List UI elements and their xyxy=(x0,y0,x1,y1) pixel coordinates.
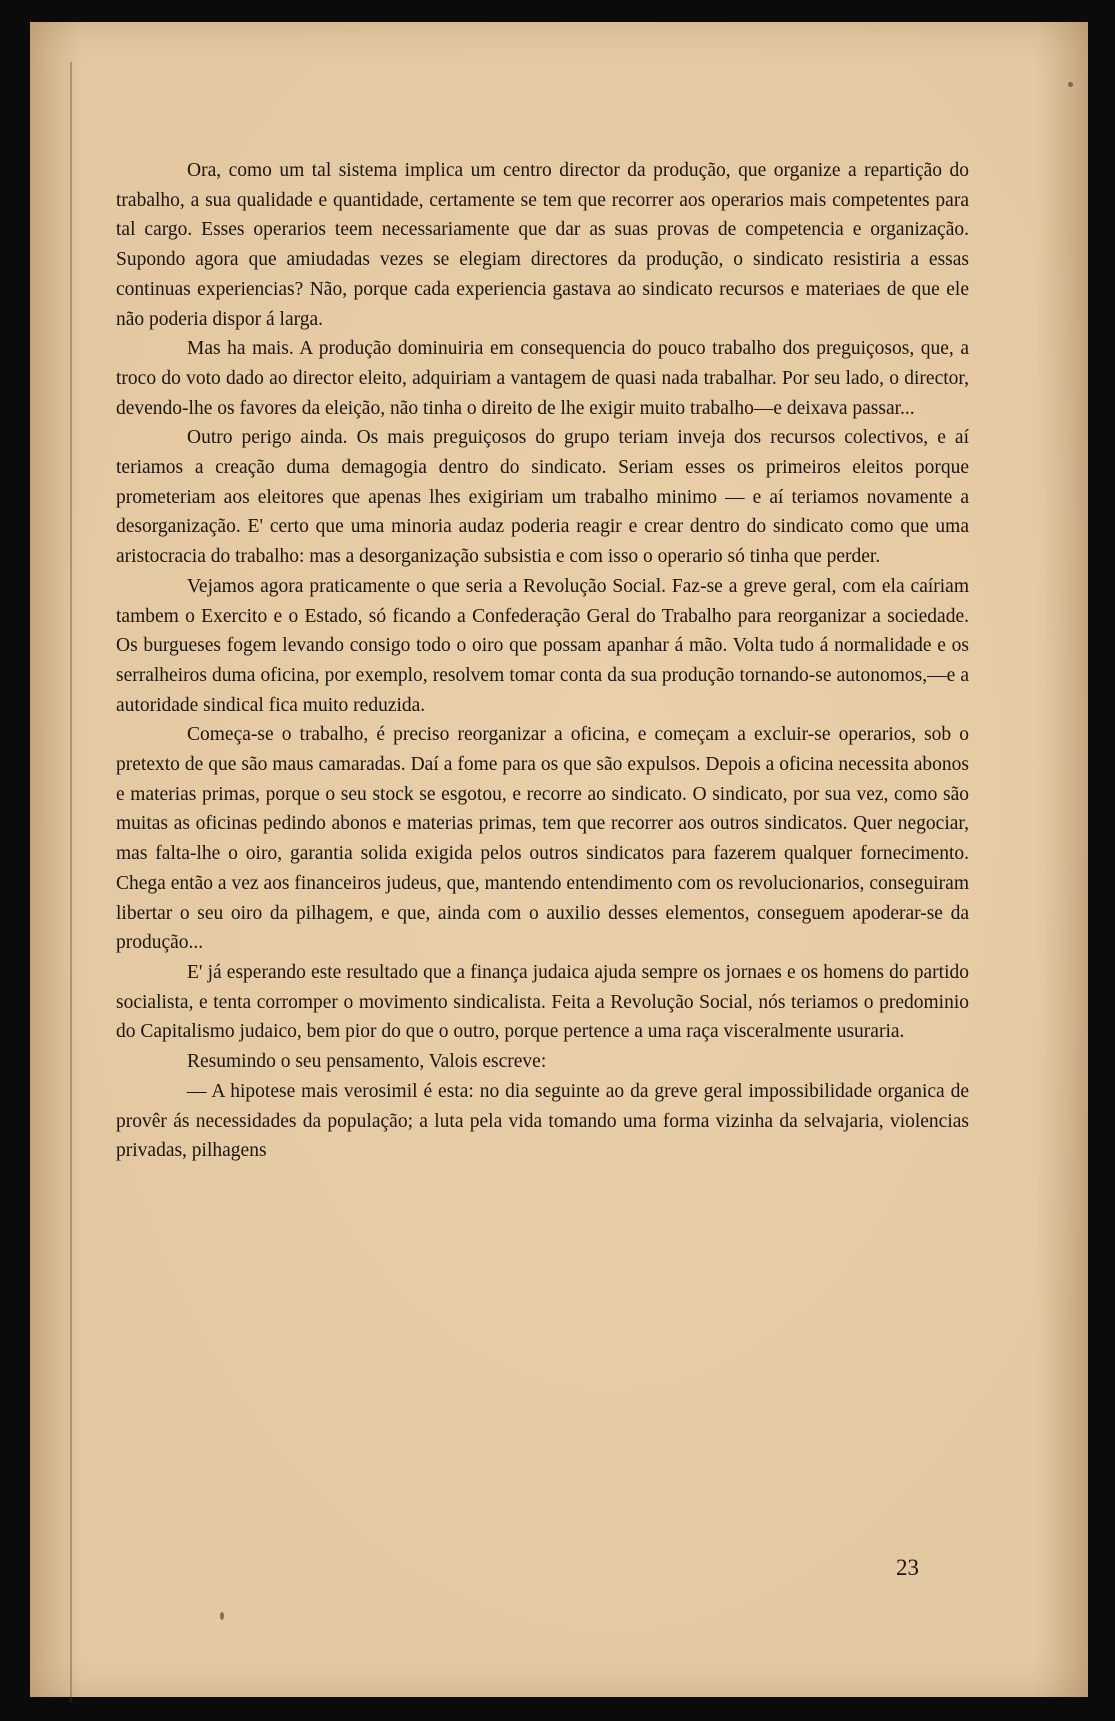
paragraph: Ora, como um tal sistema implica um centro director da produção, que organize a repartição do trabalho, a sua qualidade e quantidade, certamente se tem que recorrer aos operarios mais competentes para tal cargo. Esses operarios teem necessariamente que dar as suas provas de competencia e organização. Supondo agora que amiudadas vezes se elegiam directores da produção, o sindicato resistiria a essas continuas experiencias? Não, porque cada experiencia gastava ao sindicato recursos e materiaes de que ele não poderia dispor á larga. xyxy=(116,160,969,330)
page-number: 23 xyxy=(896,1555,919,1580)
paragraph: Resumindo o seu pensamento, Valois escreve: xyxy=(187,1051,547,1073)
paragraph: Vejamos agora praticamente o que seria a Revolução Social. Faz-se a greve geral, com ela caíriam tambem o Exercito e o Estado, só ficando a Confederação Geral do Trabalho para reorganizar a sociedade. Os burgueses fogem levando consigo todo o oiro que possam apanhar á mão. Volta tudo á normalidade e os serralheiros duma oficina, por exemplo, resolvem tomar conta da sua produção tornando-se autonomos,—e a autoridade sindical fica muito reduzida. xyxy=(116,575,969,716)
paragraph: Começa-se o trabalho, é preciso reorganizar a oficina, e começam a excluir-se operarios, sob o pretexto de que são maus camaradas. Daí a fome para os que são expulsos. Depois a oficina necessita abonos e materias primas, porque o seu stock se esgotou, e recorre ao sindicato. O sindicato, por sua vez, como são muitas as oficinas pedindo abonos e materias primas, tem que recorrer aos outros sindicatos. Quer negociar, mas falta-lhe o oiro, garantia solida exigida pelos outros sindicatos para fazerem qualquer fornecimento. Chega então a vez aos financeiros judeus, que, mantendo entendimento com os revolucionarios, conseguiram libertar o seu oiro da pilhagem, e que, ainda com o auxilio desses elementos, conseguem apoderar-se da produção... xyxy=(116,724,969,954)
book-page xyxy=(30,22,1088,1697)
body-text xyxy=(116,156,969,1166)
paragraph: — A hipotese mais verosimil é esta: no dia seguinte ao da greve geral impossibilidade organica de provêr ás necessidades da população; a luta pela vida tomando uma forma vizinha da selvajaria, violencias privadas, pilhagens xyxy=(116,1080,969,1162)
paragraph: Mas ha mais. A produção dominuiria em consequencia do pouco trabalho dos preguiçosos, que, a troco do voto dado ao director eleito, adquiriam a vantagem de quasi nada trabalhar. Por seu lado, o director, devendo-lhe os favores da eleição, não tinha o direito de lhe exigir muito trabalho—e deixava passar... xyxy=(116,338,969,419)
paper-speck xyxy=(1068,82,1073,87)
paragraph: E' já esperando este resultado que a finança judaica ajuda sempre os jornaes e os homens do partido socialista, e tenta corromper o movimento sindicalista. Feita a Revolução Social, nós teriamos o predominio do Capitalismo judaico, bem pior do que o outro, porque pertence a uma raça visceralmente usuraria. xyxy=(116,961,969,1043)
paragraph: Outro perigo ainda. Os mais preguiçosos do grupo teriam inveja dos recursos colectivos, e aí teriamos a creação duma demagogia dentro do sindicato. Seriam esses os primeiros eleitos porque prometeriam aos eleitores que apenas lhes exigiriam um trabalho minimo — e aí teriamos novamente a desorganização. E' certo que uma minoria audaz poderia reagir e crear dentro do sindicato como que uma aristocracia do trabalho: mas a desorganização subsistia e com isso o operario só tinha que perder. xyxy=(116,427,969,568)
page-fold-line xyxy=(70,62,72,1702)
paper-speck xyxy=(220,1612,224,1620)
